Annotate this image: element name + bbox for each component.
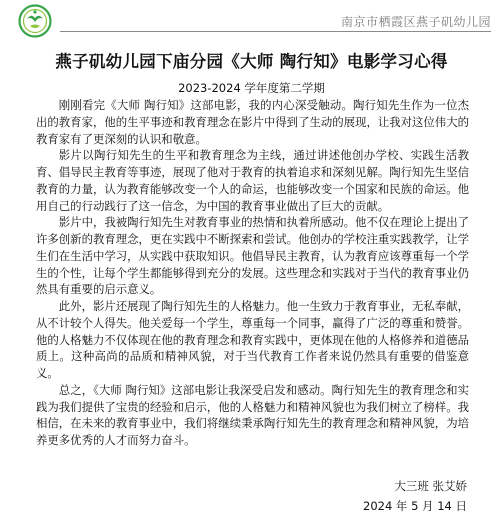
school-name-header: 南京市栖霞区燕子矶幼儿园 <box>340 15 491 29</box>
author-signature: 大三班 张艾娇 <box>394 479 467 493</box>
page-title: 燕子矶幼儿园下庙分园《大师 陶行知》电影学习心得 <box>55 52 448 71</box>
header-divider <box>60 31 491 32</box>
kindergarten-logo-icon <box>18 4 52 38</box>
paragraph-1: 刚刚看完《大师 陶行知》这部电影，我的内心深受触动。陶行知先生作为一位杰出的教育家，他的生平事迹和教育理念在影片中得到了生动的展现，让我对这位伟大的教育家有了更深刻的认识和敬意。 <box>36 98 469 146</box>
semester-subtitle: 2023-2024 学年度第二学期 <box>178 81 325 95</box>
signature-date: 2024 年 5 月 14 日 <box>363 499 467 513</box>
paragraph-2: 影片以陶行知先生的生平和教育理念为主线，通过讲述他创办学校、实践生活教育、倡导民主教育等事迹，展现了他对于教育的执着追求和深刻见解。陶行知先生坚信教育的力量，认为教育能够改变一个人的命运，也能够改变一个国家和民族的命运。他用自己的行动践行了这一信念，为中国的教育事业做出了巨大的贡献。 <box>36 148 469 213</box>
paragraph-3: 影片中，我被陶行知先生对教育事业的热情和执着所感动。他不仅在理论上提出了许多创新的教育理念，更在实践中不断探索和尝试。他创办的学校注重实践教学，让学生们在生活中学习，从实践中获取知识。他倡导民主教育，认为教育应该尊重每一个学生的个性，让每个学生都能够得到充分的发展。这些理念和实践对于当代的教育事业仍然具有重要的启示意义。 <box>36 215 469 297</box>
paragraph-5: 总之，《大师 陶行知》这部电影让我深受启发和感动。陶行知先生的教育理念和实践为我们提供了宝贵的经验和启示，他的人格魅力和精神风貌也为我们树立了榜样。我相信，在未来的教育事业中，我们将继续秉承陶行知先生的教育理念和精神风貌，为培养更多优秀的人才而努力奋斗。 <box>36 382 469 447</box>
paragraph-4: 此外，影片还展现了陶行知先生的人格魅力。他一生致力于教育事业，无私奉献，从不计较个人得失。他关爱每一个学生，尊重每一个同事，赢得了广泛的尊重和赞誉。他的人格魅力不仅体现在他的教育理念和教育实践中，更体现在他的人格修养和道德品质上。这种高尚的品质和精神风貌，对于当代教育工作者来说仍然具有重要的借鉴意义。 <box>36 299 469 380</box>
article-body <box>36 97 469 449</box>
